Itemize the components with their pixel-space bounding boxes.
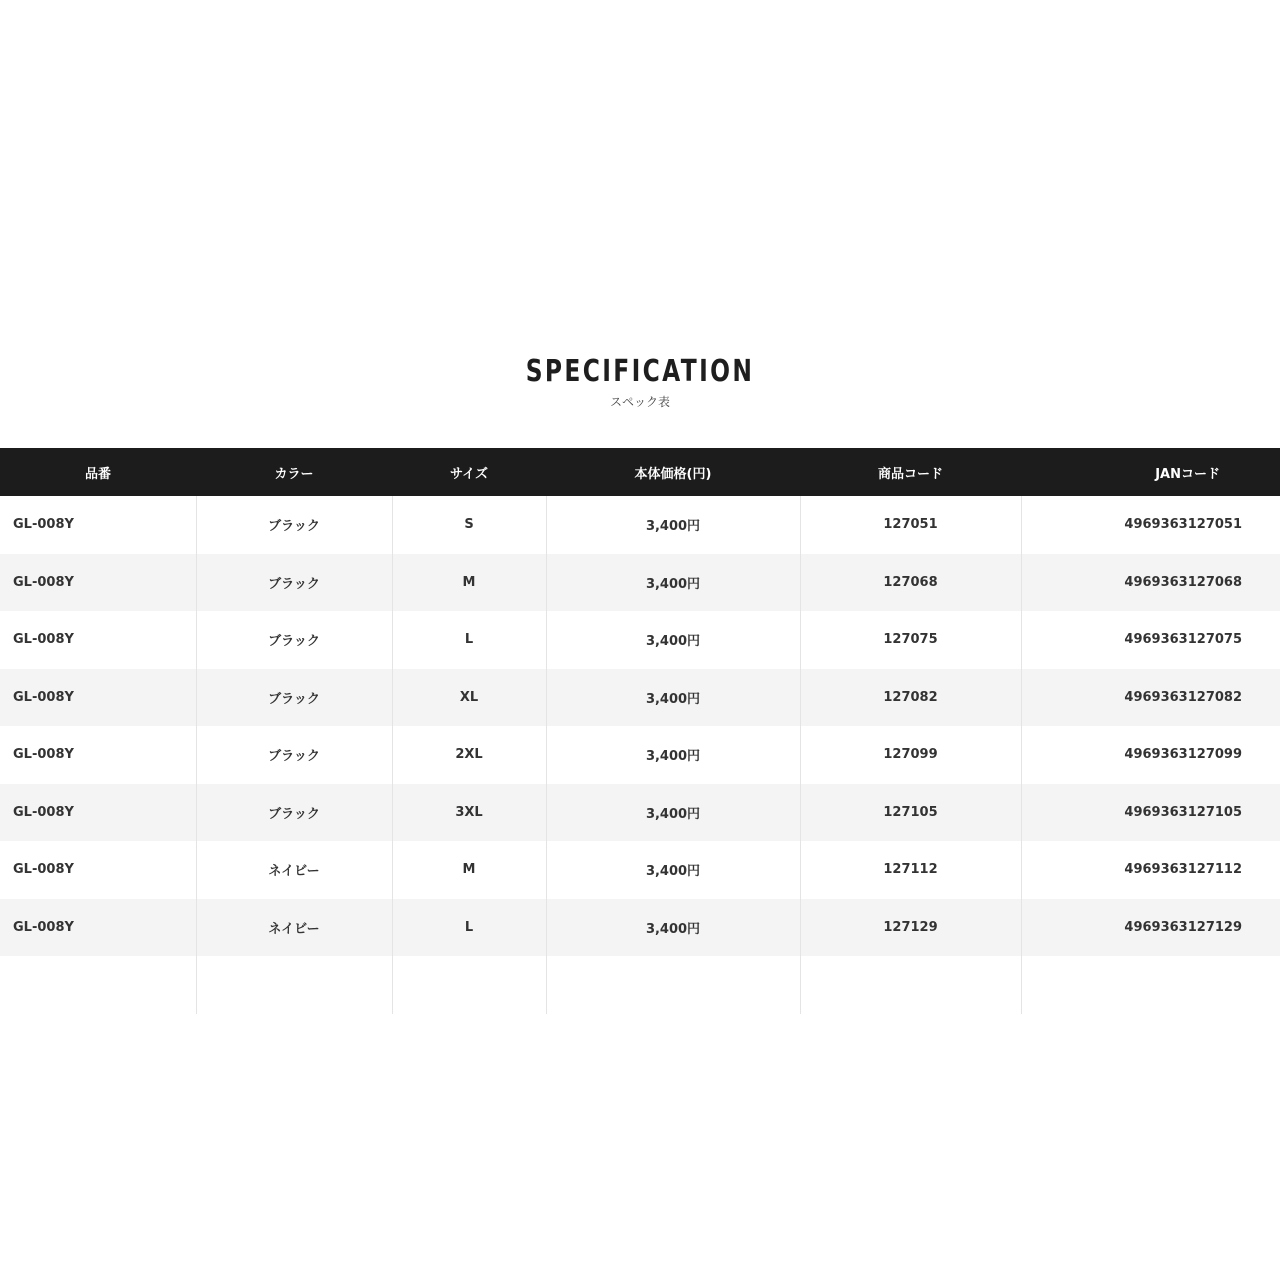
cell-jan-code: 4969363127099 [1124, 747, 1242, 763]
table-row [0, 784, 1280, 842]
cell-jan-code: 4969363127068 [1124, 574, 1242, 590]
cell-jan-code: 4969363127112 [1124, 862, 1242, 878]
cell-price: 3,400円 [546, 841, 800, 899]
cell-product-code: 127129 [800, 899, 1021, 957]
tail-cell [392, 956, 546, 1014]
column-header-product-code: 商品コード [877, 466, 943, 482]
cell-part-number: GL-008Y [0, 726, 196, 784]
table-row [0, 669, 1280, 727]
cell-price: 3,400円 [546, 611, 800, 669]
cell-price: 3,400円 [546, 784, 800, 842]
cell-size: M [392, 841, 546, 899]
cell-color: ブラック [196, 669, 392, 727]
table-header-row [0, 448, 1280, 496]
table-row [0, 611, 1280, 669]
cell-price: 3,400円 [546, 669, 800, 727]
cell-size: 2XL [392, 726, 546, 784]
cell-jan-code: 4969363127051 [1124, 517, 1242, 533]
cell-product-code: 127105 [800, 784, 1021, 842]
cell-part-number: GL-008Y [0, 554, 196, 612]
table-row [0, 899, 1280, 957]
tail-cell [546, 956, 800, 1014]
table-row [0, 726, 1280, 784]
cell-price: 3,400円 [546, 554, 800, 612]
cell-price: 3,400円 [546, 496, 800, 554]
table-tail-spacer [0, 956, 1280, 1014]
page-subtitle: スペック表 [609, 395, 670, 409]
cell-color: ブラック [196, 611, 392, 669]
cell-jan-code: 4969363127129 [1124, 919, 1242, 935]
cell-size: M [392, 554, 546, 612]
cell-price: 3,400円 [546, 726, 800, 784]
cell-color: ブラック [196, 554, 392, 612]
spec-table-container [0, 448, 1280, 1014]
cell-product-code: 127068 [800, 554, 1021, 612]
column-header-price: 本体価格(円) [634, 466, 712, 482]
cell-color: ネイビー [196, 899, 392, 957]
table-row [0, 554, 1280, 612]
cell-price: 3,400円 [546, 899, 800, 957]
column-header-jan-code: JANコード [1155, 466, 1220, 482]
column-header-part-number: 品番 [84, 466, 111, 482]
page-title: SPECIFICATION [525, 354, 755, 389]
cell-color: ネイビー [196, 841, 392, 899]
cell-part-number: GL-008Y [0, 841, 196, 899]
table-row [0, 841, 1280, 899]
table-body [0, 496, 1280, 1014]
spec-header [0, 352, 1280, 410]
cell-part-number: GL-008Y [0, 611, 196, 669]
cell-jan-code: 4969363127105 [1124, 804, 1242, 820]
cell-color: ブラック [196, 726, 392, 784]
cell-part-number: GL-008Y [0, 669, 196, 727]
cell-product-code: 127112 [800, 841, 1021, 899]
spec-table [0, 448, 1280, 1014]
cell-color: ブラック [196, 784, 392, 842]
cell-size: L [392, 899, 546, 957]
cell-size: S [392, 496, 546, 554]
cell-part-number: GL-008Y [0, 496, 196, 554]
cell-product-code: 127099 [800, 726, 1021, 784]
cell-part-number: GL-008Y [0, 899, 196, 957]
tail-cell [800, 956, 1021, 1014]
cell-size: L [392, 611, 546, 669]
table-row [0, 496, 1280, 554]
tail-cell [0, 956, 196, 1014]
cell-product-code: 127051 [800, 496, 1021, 554]
cell-part-number: GL-008Y [0, 784, 196, 842]
cell-product-code: 127075 [800, 611, 1021, 669]
cell-jan-code: 4969363127075 [1124, 632, 1242, 648]
column-header-color: カラー [274, 466, 314, 482]
column-header-size: サイズ [450, 466, 488, 482]
tail-cell [1021, 956, 1280, 1014]
cell-product-code: 127082 [800, 669, 1021, 727]
cell-size: XL [392, 669, 546, 727]
cell-size: 3XL [392, 784, 546, 842]
tail-cell [196, 956, 392, 1014]
table-header [0, 448, 1280, 496]
cell-color: ブラック [196, 496, 392, 554]
cell-jan-code: 4969363127082 [1124, 689, 1242, 705]
